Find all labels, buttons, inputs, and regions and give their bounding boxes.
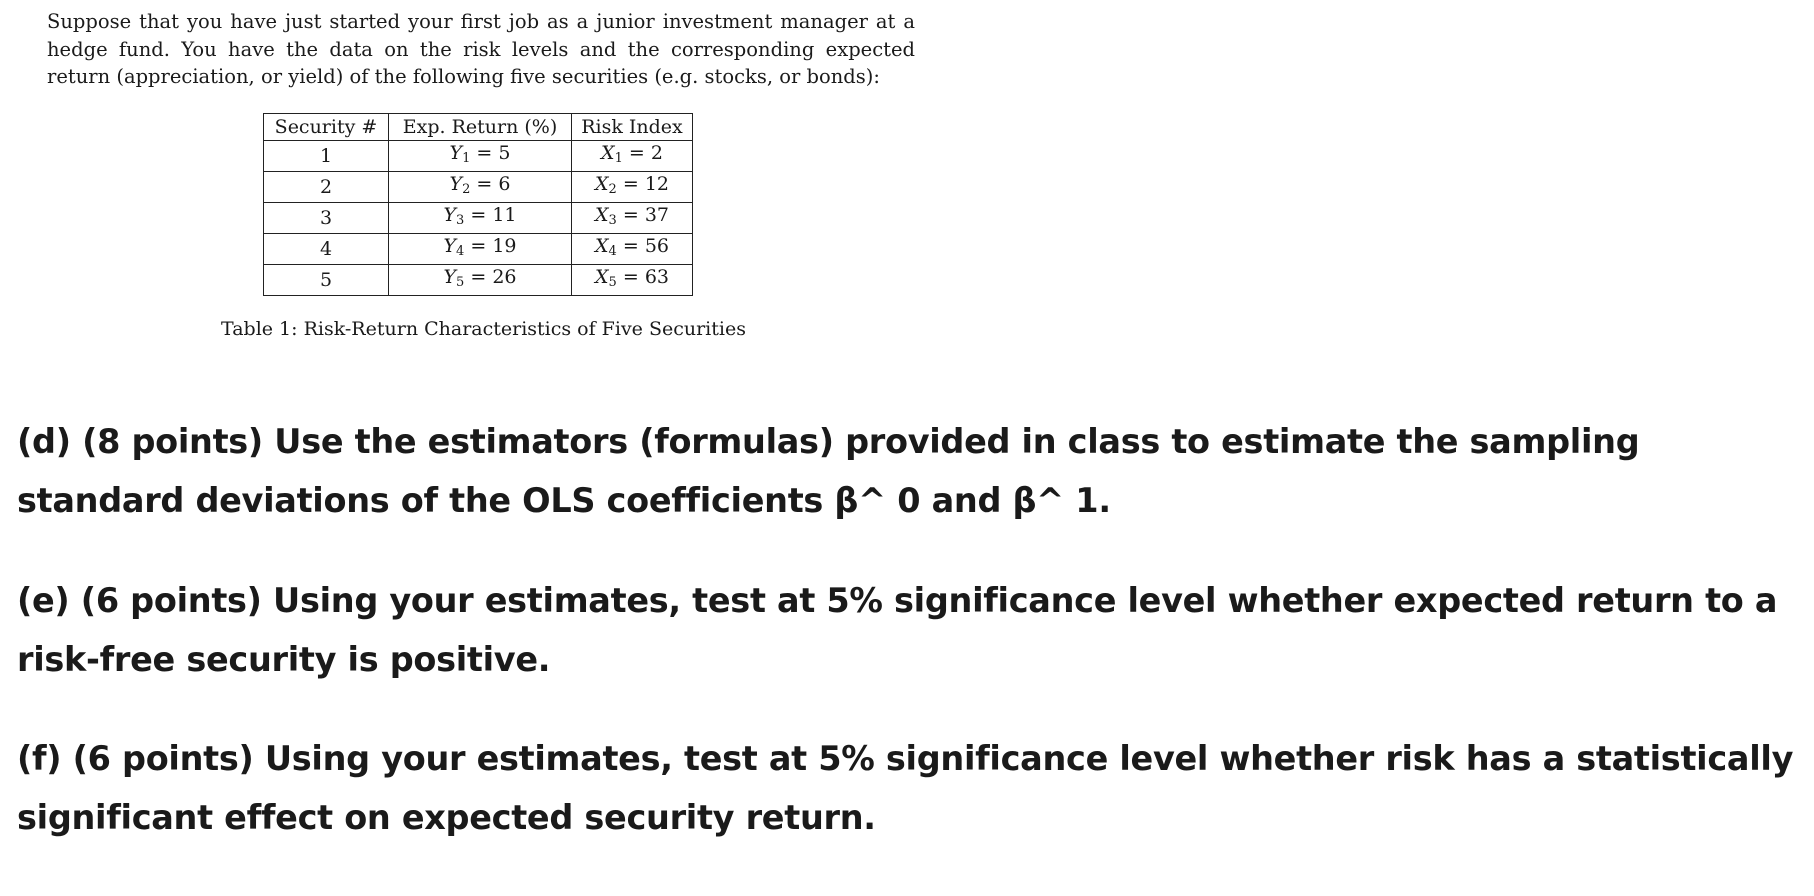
y-var: Y (449, 173, 463, 195)
cell-security: 4 (264, 234, 389, 265)
table-row (264, 141, 693, 172)
x-var: X (601, 142, 615, 164)
cell-exp-return: $Y_5 = 26$ (389, 265, 572, 296)
y-val: 19 (492, 235, 517, 257)
securities-table-container (263, 113, 693, 296)
y-val: 6 (498, 173, 511, 195)
x-sub: 1 (614, 151, 623, 166)
cell-exp-return: $Y_4 = 19$ (389, 234, 572, 265)
x-var: X (595, 204, 609, 226)
header-risk-index: Risk Index (572, 114, 693, 141)
x-var: X (595, 266, 609, 288)
y-var: Y (443, 204, 457, 226)
cell-security: 1 (264, 141, 389, 172)
y-sub: 1 (462, 151, 471, 166)
table-row (264, 265, 693, 296)
intro-paragraph: Suppose that you have just started your first job as a junior investment manager at a hedge fund. You have the data on the risk levels and the corresponding expected return (appreciation, or yield) of the following five securities (e.g. stocks, or bonds): (47, 10, 915, 88)
cell-exp-return: $Y_1 = 5$ (389, 141, 572, 172)
header-exp-return: Exp. Return (%) (389, 114, 572, 141)
cell-risk-index: $X_3 = 37$ (572, 203, 693, 234)
securities-table (263, 113, 693, 296)
y-val: 5 (498, 142, 511, 164)
x-var: X (595, 173, 609, 195)
cell-risk-index: $X_5 = 63$ (572, 265, 693, 296)
cell-security: 3 (264, 203, 389, 234)
cell-security: 5 (264, 265, 389, 296)
y-sub: 2 (462, 182, 471, 197)
x-val: 37 (644, 204, 669, 226)
x-sub: 2 (608, 182, 617, 197)
header-security: Security # (264, 114, 389, 141)
cell-risk-index: $X_1 = 2$ (572, 141, 693, 172)
question-f: (f) (6 points) Using your estimates, test at 5% significance level whether risk has a statistically significant effect on expected security return. (17, 739, 1794, 837)
y-var: Y (449, 142, 463, 164)
y-val: 26 (492, 266, 517, 288)
y-val: 11 (492, 204, 517, 226)
y-sub: 4 (456, 244, 465, 259)
cell-risk-index: $X_4 = 56$ (572, 234, 693, 265)
cell-exp-return: $Y_3 = 11$ (389, 203, 572, 234)
y-var: Y (443, 235, 457, 257)
table-row (264, 172, 693, 203)
x-sub: 4 (608, 244, 617, 259)
question-d: (d) (8 points) Use the estimators (formulas) provided in class to estimate the sampling standard deviations of the OLS coefficients β^ 0 and β^ 1. (17, 422, 1640, 520)
x-sub: 3 (608, 213, 617, 228)
x-val: 2 (650, 142, 663, 164)
table-row (264, 234, 693, 265)
cell-security: 2 (264, 172, 389, 203)
x-var: X (595, 235, 609, 257)
x-val: 56 (644, 235, 669, 257)
y-sub: 3 (456, 213, 465, 228)
table-row (264, 203, 693, 234)
question-e: (e) (6 points) Using your estimates, test at 5% significance level whether expected return to a risk-free security is positive. (17, 581, 1778, 679)
cell-risk-index: $X_2 = 12$ (572, 172, 693, 203)
y-var: Y (443, 266, 457, 288)
x-sub: 5 (608, 275, 617, 290)
table-caption: Table 1: Risk-Return Characteristics of Five Securities (221, 318, 746, 340)
x-val: 12 (644, 173, 669, 195)
x-val: 63 (644, 266, 669, 288)
y-sub: 5 (456, 275, 465, 290)
table-header-row (264, 114, 693, 141)
cell-exp-return: $Y_2 = 6$ (389, 172, 572, 203)
